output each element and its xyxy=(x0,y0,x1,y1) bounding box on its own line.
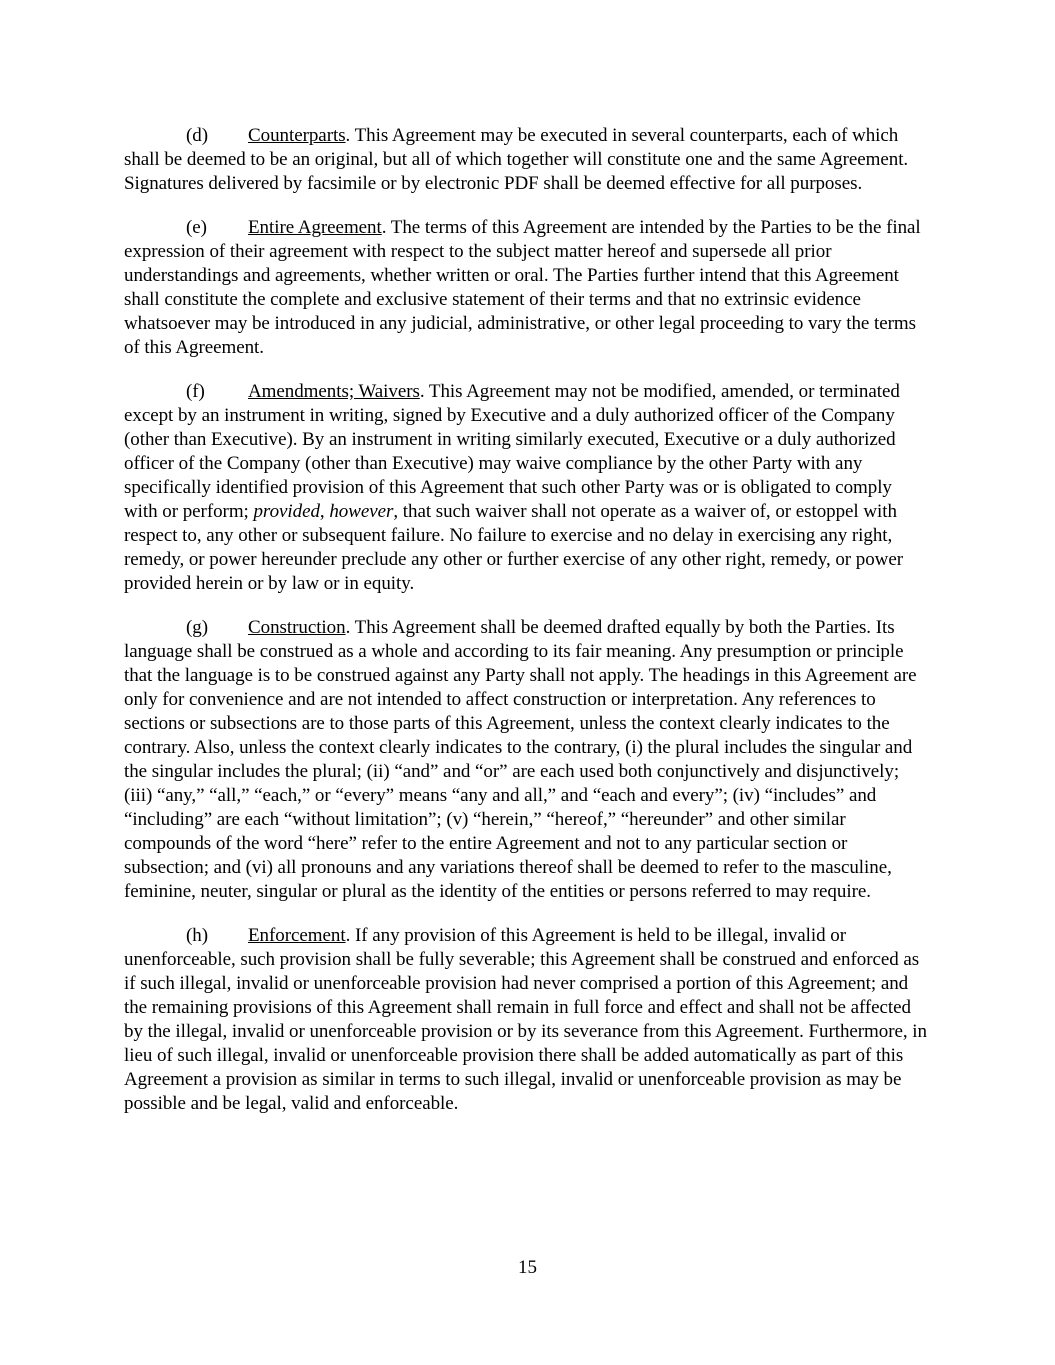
section-heading: Enforcement xyxy=(248,925,346,946)
section-heading: Entire Agreement xyxy=(248,217,382,238)
section-text-continued: , that such waiver shall not operate as a waiver of, or estoppel with respect to, any other or subsequent failure. No failure to exercise and no delay in exercising any right, remedy, or power hereunder preclude any other or further exercise of any other right, remedy, or power provided herein or by law or in equity. xyxy=(124,501,904,594)
section-text: . This Agreement may not be modified, amended, or terminated except by an instrument in writing, signed by Executive and a duly authorized officer of the Company (other than Executive). By an instrument in writing similarly executed, Executive or a duly authorized officer of the Company (other than Executive) may waive compliance by the other Party with any specifically identified provision of this Agreement that such other Party was or is obligated to comply with or perform; xyxy=(124,381,900,522)
term-separator: , xyxy=(319,501,330,522)
paragraph-f-amendments-waivers xyxy=(124,380,930,596)
document-body xyxy=(124,124,930,1136)
section-heading: Counterparts xyxy=(248,125,346,146)
paragraph-h-enforcement xyxy=(124,924,930,1116)
page-number: 15 xyxy=(518,1257,537,1278)
section-number: (g) xyxy=(186,617,209,638)
section-number: (e) xyxy=(186,217,207,238)
section-number: (f) xyxy=(186,381,205,402)
section-number: (d) xyxy=(186,125,209,146)
paragraph-e-entire-agreement xyxy=(124,216,930,360)
paragraph-g-construction xyxy=(124,616,930,904)
section-text: . The terms of this Agreement are intended by the Parties to be the final expression of their agreement with respect to the subject matter hereof and supersede all prior understandings and agreements, whether written or oral. The Parties further intend that this Agreement shall constitute the complete and exclusive statement of their terms and that no extrinsic evidence whatsoever may be introduced in any judicial, administrative, or other legal proceeding to vary the terms of this Agreement. xyxy=(124,217,921,358)
italic-term-however: however xyxy=(329,501,394,522)
italic-term-provided: provided xyxy=(253,501,320,522)
section-heading: Construction xyxy=(248,617,346,638)
section-text: . This Agreement shall be deemed drafted equally by both the Parties. Its language shall be construed as a whole and according to its fair meaning. Any presumption or principle that the language is to be construed against any Party shall not apply. The headings in this Agreement are only for convenience and are not intended to affect construction or interpretation. Any references to sections or subsections are to those parts of this Agreement, unless the context clearly indicates to the contrary. Also, unless the context clearly indicates to the contrary, (i) the plural includes the singular and the singular includes the plural; (ii) “and” and “or” are each used both conjunctively and disjunctively; (iii) “any,” “all,” “each,” or “every” means “any and all,” and “each and every”; (iv) “includes” and “including” are each “without limitation”; (v) “herein,” “hereof,” “hereunder” and other similar compounds of the word “here” refer to the entire Agreement and not to any particular section or subsection; and (vi) all pronouns and any variations thereof shall be deemed to refer to the masculine, feminine, neuter, singular or plural as the identity of the entities or persons referred to may require. xyxy=(124,617,917,902)
section-text: . This Agreement may be executed in several counterparts, each of which shall be deemed to be an original, but all of which together will constitute one and the same Agreement. Signatures delivered by facsimile or by electronic PDF shall be deemed effective for all purposes. xyxy=(124,125,909,194)
section-number: (h) xyxy=(186,925,209,946)
paragraph-d-counterparts xyxy=(124,124,930,196)
section-heading: Amendments; Waivers xyxy=(248,381,420,402)
section-text: . If any provision of this Agreement is held to be illegal, invalid or unenforceable, such provision shall be fully severable; this Agreement shall be construed and enforced as if such illegal, invalid or unenforceable provision had never comprised a portion of this Agreement; and the remaining provisions of this Agreement shall remain in full force and effect and shall not be affected by the illegal, invalid or unenforceable provision or by its severance from this Agreement. Furthermore, in lieu of such illegal, invalid or unenforceable provision there shall be added automatically as part of this Agreement a provision as similar in terms to such illegal, invalid or unenforceable provision as may be possible and be legal, valid and enforceable. xyxy=(124,925,927,1114)
